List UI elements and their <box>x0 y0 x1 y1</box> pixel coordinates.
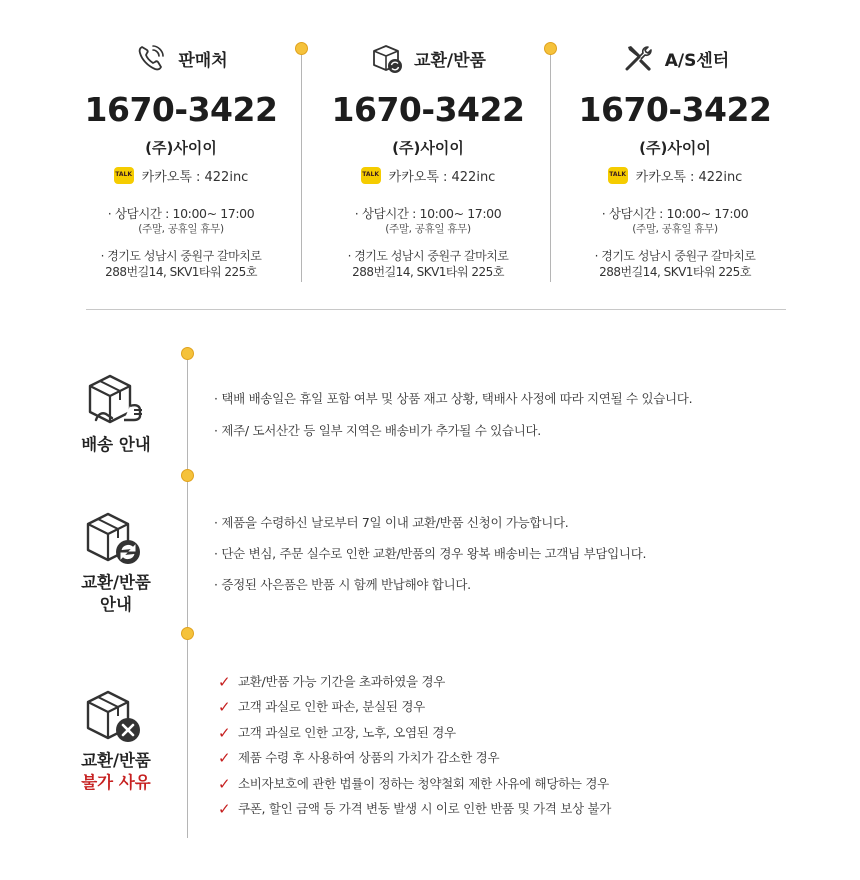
list-item: ✓ 제품 수령 후 사용하여 상품의 가치가 감소한 경우 <box>218 749 500 768</box>
check-icon: ✓ <box>218 723 231 742</box>
contact-title: A/S센터 <box>664 50 730 71</box>
timeline-dot <box>181 347 194 360</box>
address-line2: 288번길14, SKV1타워 225호 <box>352 265 504 279</box>
contact-title: 교환/반품 <box>414 50 486 71</box>
address <box>61 248 301 280</box>
list-item: · 택배 배송일은 휴일 포함 여부 및 상품 재고 상황, 택배사 사정에 따라 지연될 수 있습니다. <box>214 391 693 406</box>
contact-header <box>308 40 548 76</box>
consult-hours: · 상담시간 : 10:00~ 17:00 <box>601 206 749 221</box>
kakao-id: 카카오톡 : 422inc <box>635 169 743 185</box>
check-icon: ✓ <box>218 698 231 717</box>
not-allowed-label-line1: 교환/반품 <box>81 751 151 770</box>
list-item: · 제주/ 도서산간 등 일부 지역은 배송비가 추가될 수 있습니다. <box>214 423 541 438</box>
timeline-line <box>187 354 188 838</box>
phone-number: 1670-3422 <box>331 90 525 129</box>
contact-header <box>555 40 795 76</box>
check-icon: ✓ <box>218 800 231 819</box>
list-item: ✓ 쿠폰, 할인 금액 등 가격 변동 발생 시 이로 인한 반품 및 가격 보상 불가 <box>218 800 612 819</box>
address-line2: 288번길14, SKV1타워 225호 <box>105 265 257 279</box>
company-name: (주)사이이 <box>392 139 464 157</box>
list-item: · 증정된 사은품은 반품 시 함께 반납해야 합니다. <box>214 577 471 592</box>
consult-hours-note: (주말, 공휴일 휴무) <box>385 223 471 235</box>
contact-title: 판매처 <box>178 50 228 71</box>
list-item: · 단순 변심, 주문 실수로 인한 교환/반품의 경우 왕복 배송비는 고객님 부담입니다. <box>214 546 647 561</box>
exchange-label-line1: 교환/반품 <box>81 573 151 592</box>
list-item: ✓ 소비자보호에 관한 법률이 정하는 청약철회 제한 사유에 해당하는 경우 <box>218 774 609 793</box>
address-line1: · 경기도 성남시 중원구 갈마치로 <box>100 249 262 263</box>
kakao-id: 카카오톡 : 422inc <box>141 169 249 185</box>
shipping-label: 배송 안내 <box>81 435 151 454</box>
kakao-talk-icon: TALK <box>114 167 134 184</box>
kakao-talk-icon: TALK <box>608 167 628 184</box>
contact-column-exchange <box>308 40 548 280</box>
timeline-dot <box>181 627 194 640</box>
list-item: · 제품을 수령하신 날로부터 7일 이내 교환/반품 신청이 가능합니다. <box>214 515 569 530</box>
box-cancel-icon <box>78 682 148 748</box>
company-name: (주)사이이 <box>145 139 217 157</box>
check-icon: ✓ <box>218 749 231 768</box>
box-exchange-icon <box>78 504 148 570</box>
company-name: (주)사이이 <box>639 139 711 157</box>
kakao-contact <box>308 164 548 186</box>
consult-hours-note: (주말, 공휴일 휴무) <box>138 223 224 235</box>
contact-header <box>61 40 301 76</box>
section-divider <box>86 309 786 310</box>
column-divider <box>301 48 302 282</box>
kakao-contact <box>61 164 301 186</box>
kakao-contact <box>555 164 795 186</box>
phone-number: 1670-3422 <box>84 90 278 129</box>
address <box>308 248 548 280</box>
address-line2: 288번길14, SKV1타워 225호 <box>599 265 751 279</box>
list-item: ✓ 고객 과실로 인한 파손, 분실된 경우 <box>218 698 425 717</box>
exchange-label-line2: 안내 <box>100 595 132 614</box>
box-exchange-icon <box>370 41 404 75</box>
address <box>555 248 795 280</box>
consult-hours: · 상담시간 : 10:00~ 17:00 <box>354 206 502 221</box>
phone-number: 1670-3422 <box>578 90 772 129</box>
contact-column-seller <box>61 40 301 280</box>
kakao-id: 카카오톡 : 422inc <box>388 169 496 185</box>
not-allowed-label-line2: 불가 사유 <box>81 773 151 792</box>
delivery-box-icon <box>78 368 148 434</box>
phone-icon <box>134 41 168 75</box>
list-item: ✓ 교환/반품 가능 기간을 초과하였을 경우 <box>218 672 446 691</box>
timeline-dot <box>181 469 194 482</box>
exchange-label <box>56 572 176 616</box>
address-line1: · 경기도 성남시 중원구 갈마치로 <box>347 249 509 263</box>
contact-column-as-center <box>555 40 795 280</box>
divider-dot <box>544 42 557 55</box>
shipping-info-list <box>214 389 814 453</box>
not-allowed-list <box>218 669 818 822</box>
contact-area <box>0 0 860 300</box>
tools-icon <box>621 41 655 75</box>
column-divider <box>550 48 551 282</box>
kakao-talk-icon: TALK <box>361 167 381 184</box>
divider-dot <box>295 42 308 55</box>
consult-hours: · 상담시간 : 10:00~ 17:00 <box>107 206 255 221</box>
check-icon: ✓ <box>218 672 231 691</box>
exchange-info-list <box>214 513 814 606</box>
check-icon: ✓ <box>218 774 231 793</box>
list-item: ✓ 고객 과실로 인한 고장, 노후, 오염된 경우 <box>218 723 456 742</box>
consult-hours-note: (주말, 공휴일 휴무) <box>632 223 718 235</box>
not-allowed-label <box>56 750 176 794</box>
address-line1: · 경기도 성남시 중원구 갈마치로 <box>594 249 756 263</box>
